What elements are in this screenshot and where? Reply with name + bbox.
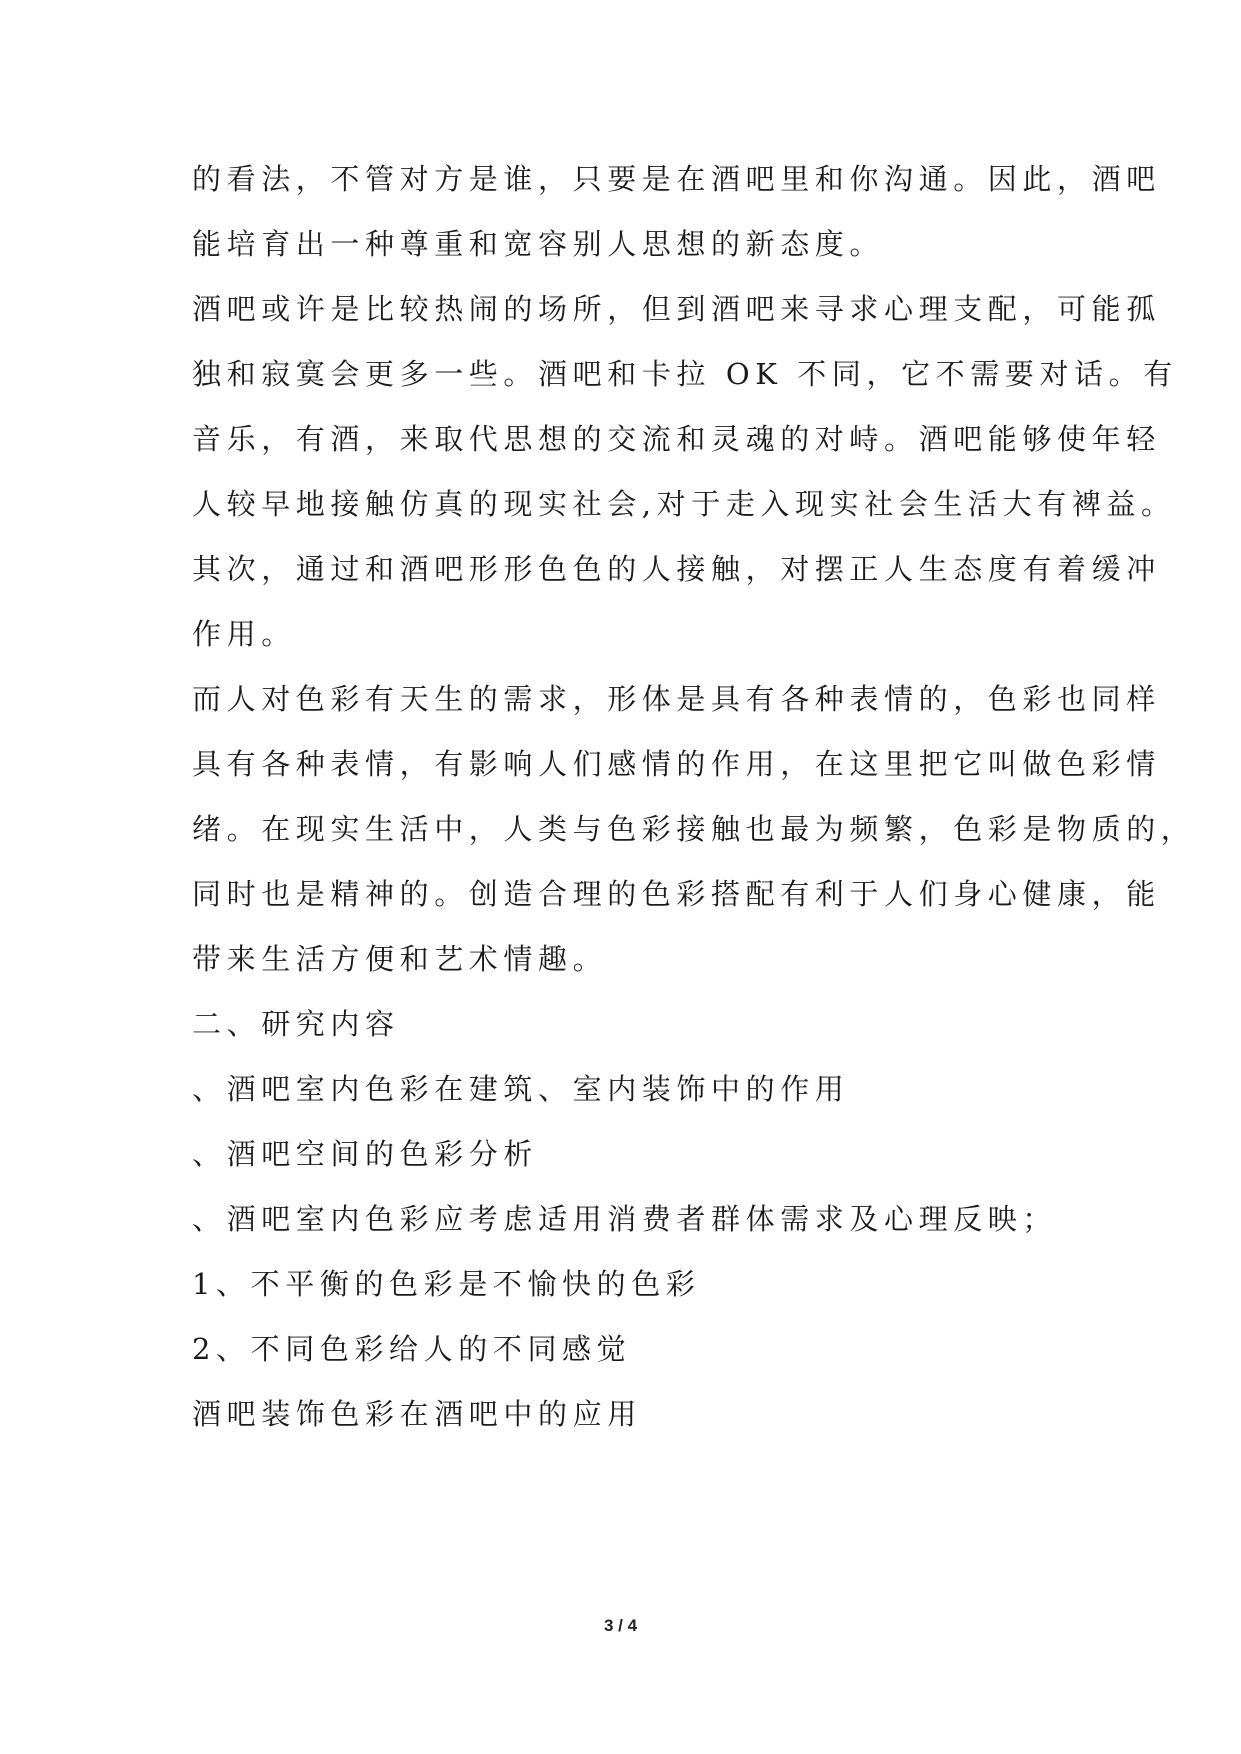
text-line: 同时也是精神的。创造合理的色彩搭配有利于人们身心健康，能 [192,877,1161,911]
page-number: 3 / 4 [603,1616,638,1635]
text-line: 带来生活方便和艺术情趣。 [192,942,608,976]
text-line: 酒吧或许是比较热闹的场所，但到酒吧来寻求心理支配，可能孤 [192,292,1161,326]
list-item: 、酒吧室内色彩在建筑、室内装饰中的作用 [192,1072,850,1106]
text-line: 独和寂寞会更多一些。酒吧和卡拉 OK 不同，它不需要对话。有 [192,357,1178,391]
list-item: 、酒吧空间的色彩分析 [192,1137,539,1171]
section-heading: 二、研究内容 [192,1007,400,1041]
body-text [192,158,1196,1458]
text-line: 酒吧装饰色彩在酒吧中的应用 [192,1397,642,1431]
list-item: 1、不平衡的色彩是不愉快的色彩 [192,1267,701,1301]
text-line: 能培育出一种尊重和宽容别人思想的新态度。 [192,227,885,261]
text-line: 的看法，不管对方是谁，只要是在酒吧里和你沟通。因此，酒吧 [192,162,1161,196]
text-line: 其次，通过和酒吧形形色色的人接触，对摆正人生态度有着缓冲 [192,552,1161,586]
text-line: 而人对色彩有天生的需求，形体是具有各种表情的，色彩也同样 [192,682,1161,716]
text-line: 人较早地接触仿真的现实社会,对于走入现实社会生活大有裨益。 [192,487,1176,521]
list-item: 2、不同色彩给人的不同感觉 [192,1332,632,1366]
text-line: 音乐，有酒，来取代思想的交流和灵魂的对峙。酒吧能够使年轻 [192,422,1161,456]
text-line: 绪。在现实生活中，人类与色彩接触也最为频繁，色彩是物质的， [192,812,1196,846]
list-item: 、酒吧室内色彩应考虑适用消费者群体需求及心理反映； [192,1202,1058,1236]
text-line: 作用。 [192,617,296,651]
text-line: 具有各种表情，有影响人们感情的作用，在这里把它叫做色彩情 [192,747,1161,781]
